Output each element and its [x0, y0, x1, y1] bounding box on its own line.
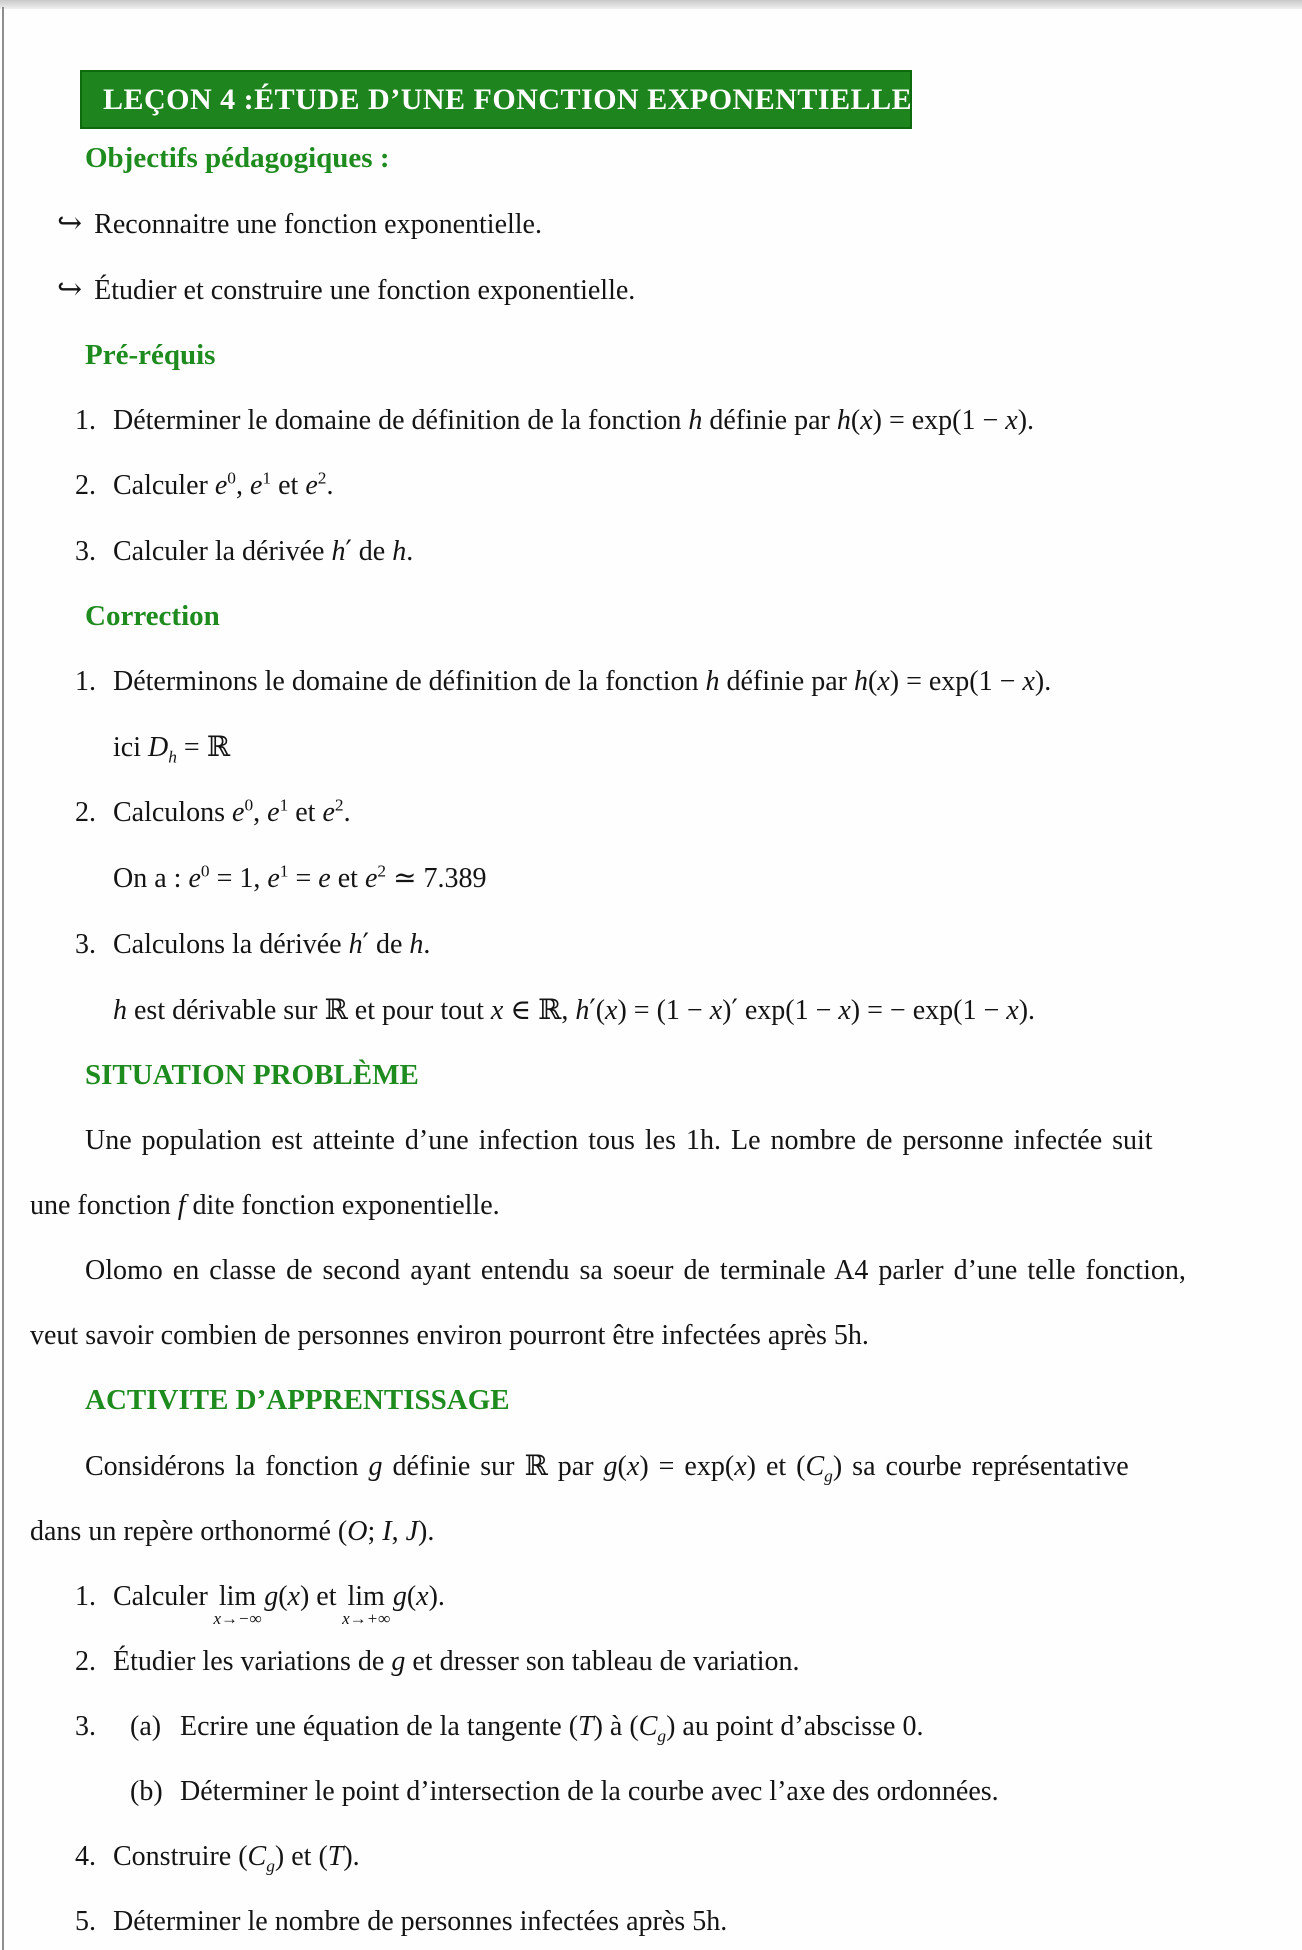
- correction-answer-2: On a : $e^0 = 1$, $e^1 = e$ et $e^2$ ≃ 7.389: [113, 861, 487, 894]
- limit-notation: lim x→−∞: [213, 1581, 262, 1628]
- heading-prerequis: Pré-réquis: [85, 339, 216, 371]
- prerequis-item-3: 3. Calculer la dérivée h′ de h.: [75, 534, 414, 567]
- item-number: 2.: [75, 797, 96, 828]
- prerequis-item-2: 2. Calculer $e^0$, $e^1$ et $e^2$.: [75, 468, 334, 501]
- item-number: 1.: [75, 405, 96, 436]
- item-number: 3.: [75, 1711, 96, 1742]
- activite-item-3a: 3. (a) Ecrire une équation de la tangente (T) à $(C_g)$ au point d’abscisse 0.: [75, 1711, 924, 1746]
- situation-line-3: Olomo en classe de second ayant entendu sa soeur de terminale A4 parler d’une telle fonction,: [85, 1255, 1186, 1286]
- situation-line-1: Une population est atteinte d’une infection tous les 1h. Le nombre de personne infectée suit: [85, 1125, 1153, 1156]
- lesson-title-banner: [80, 70, 912, 129]
- item-number: 2.: [75, 470, 96, 501]
- item-number: 3.: [75, 536, 96, 567]
- activite-item-1: 1. Calculer lim x→−∞ g(x) et lim x→+∞ g(x).: [75, 1581, 445, 1628]
- correction-item-1: 1. Déterminons le domaine de définition de la fonction h définie par h(x) = exp(1 − x).: [75, 666, 1052, 697]
- item-sublabel: (a): [130, 1711, 162, 1742]
- activite-intro-line-1: Considérons la fonction g définie sur ℝ par g(x) = exp(x) et $(C_g)$ sa courbe représentative: [85, 1449, 1129, 1486]
- item-sublabel: (b): [130, 1776, 163, 1807]
- activite-item-2: 2. Étudier les variations de g et dresser son tableau de variation.: [75, 1646, 800, 1677]
- heading-situation-probleme: SITUATION PROBLÈME: [85, 1059, 419, 1091]
- situation-line-2: une fonction f dite fonction exponentielle.: [30, 1190, 500, 1221]
- activite-item-4: 4. Construire $(C_g)$ et (T).: [75, 1841, 360, 1876]
- heading-objectifs: Objectifs pédagogiques :: [85, 142, 390, 174]
- correction-item-2: 2. Calculons $e^0$, $e^1$ et $e^2$.: [75, 795, 351, 828]
- heading-correction: Correction: [85, 600, 220, 632]
- lesson-title: LEÇON 4 :ÉTUDE D’UNE FONCTION EXPONENTIELLE: [103, 83, 913, 116]
- item-number: 4.: [75, 1841, 96, 1872]
- item-number: 1.: [75, 666, 96, 697]
- correction-item-3: 3. Calculons la dérivée h′ de h.: [75, 927, 431, 960]
- item-number: 3.: [75, 929, 96, 960]
- hook-arrow-icon: ↪: [57, 206, 83, 241]
- activite-item-5: 5. Déterminer le nombre de personnes infectées après 5h.: [75, 1906, 728, 1937]
- item-number: 2.: [75, 1646, 96, 1677]
- correction-answer-3: h est dérivable sur ℝ et pour tout x ∈ ℝ, h′(x) = (1 − x)′ exp(1 − x) = − exp(1 − x).: [113, 993, 1036, 1026]
- item-number: 1.: [75, 1581, 96, 1612]
- prerequis-item-1: 1. Déterminer le domaine de définition de la fonction h définie par h(x) = exp(1 − x).: [75, 405, 1035, 436]
- objective-1: ↪ Reconnaitre une fonction exponentielle.: [57, 206, 542, 241]
- heading-activite: ACTIVITE D’APPRENTISSAGE: [85, 1384, 510, 1416]
- situation-line-4: veut savoir combien de personnes environ pourront être infectées après 5h.: [30, 1320, 869, 1351]
- item-number: 5.: [75, 1906, 96, 1937]
- hook-arrow-icon: ↪: [57, 272, 83, 307]
- limit-notation: lim x→+∞: [342, 1581, 391, 1628]
- activite-intro-line-2: dans un repère orthonormé (O; I, J).: [30, 1516, 435, 1547]
- correction-answer-1: ici $D_h$ = ℝ: [113, 730, 230, 767]
- objective-2: ↪ Étudier et construire une fonction exponentielle.: [57, 272, 636, 307]
- activite-item-3b: (b) Déterminer le point d’intersection de la courbe avec l’axe des ordonnées.: [130, 1776, 999, 1807]
